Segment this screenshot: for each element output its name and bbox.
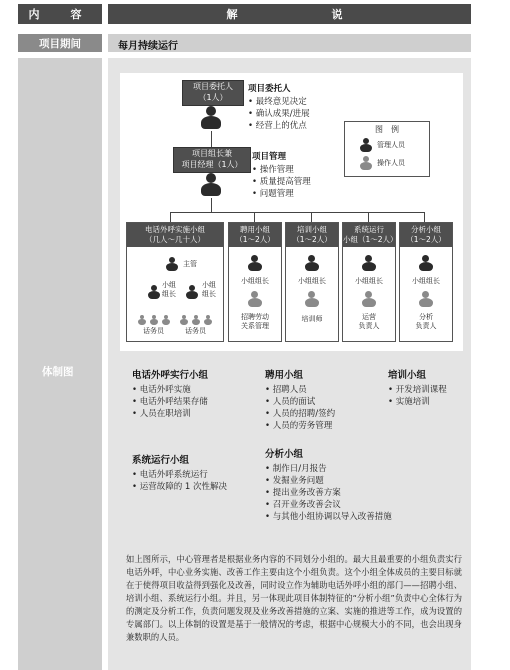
connector-line [170, 212, 171, 222]
team-lead-icon [185, 285, 199, 299]
label-structure-cell [18, 58, 102, 670]
team-lead-label: 小组组长 [355, 277, 383, 285]
client-duty-item: • 经营上的优点 [248, 120, 310, 132]
role-label: 培训师 [301, 315, 323, 323]
duty-item: • 电话外呼实施 [132, 384, 208, 396]
duty-item: • 开发培训课程 [388, 384, 447, 396]
legend-operator-label: 操作人员 [377, 159, 405, 167]
role-label: 负责人 [358, 322, 380, 330]
management-item: • 操作管理 [252, 164, 311, 176]
duties-recruiting [265, 367, 335, 432]
period-value: 每月持续运行 [118, 41, 178, 52]
team-lead-label: 小组组长 [202, 281, 216, 298]
agents-group-right [179, 315, 215, 325]
duty-item: • 电话外呼系统运行 [132, 469, 227, 481]
team-lead-label: 小组组长 [298, 277, 326, 285]
leader-title: 项目组长兼 [192, 149, 232, 158]
duties-title: 分析小组 [265, 449, 304, 460]
agents-group-left [137, 315, 173, 325]
client-duties-title: 项目委托人 [248, 84, 291, 94]
duty-item: • 人员的面试 [265, 396, 335, 408]
duties-analysis [265, 446, 392, 523]
duty-item: • 人员的劳务管理 [265, 420, 335, 432]
duties-title: 聘用小组 [265, 370, 304, 381]
legend-title: 图 例 [375, 125, 399, 134]
connector-line [368, 212, 369, 222]
header-content: 内 容 [18, 4, 102, 24]
duty-item: • 招聘人员 [265, 384, 335, 396]
duties-training [388, 367, 447, 408]
period-value-cell [108, 34, 471, 52]
client-duty-item: • 确认成果/进展 [248, 108, 310, 120]
duty-item: • 电话外呼结果存储 [132, 396, 208, 408]
role-label: 运营 [362, 313, 376, 321]
leader-manager-icon [200, 173, 222, 197]
client-box [182, 80, 244, 106]
management-item: • 问题管理 [252, 188, 311, 200]
duties-system-ops [132, 452, 227, 493]
team-lead-label: 小组组长 [241, 277, 269, 285]
group-title: 系统运行 [354, 225, 384, 234]
team-lead-label: 小组组长 [412, 277, 440, 285]
role-label: 关系管理 [241, 322, 269, 330]
client-duty-item: • 最终意见决定 [248, 96, 310, 108]
duties-title: 电话外呼实行小组 [132, 370, 209, 381]
header-explanation: 解 说 [108, 4, 471, 24]
group-count: （1～2人） [235, 235, 275, 244]
team-lead-icon [304, 255, 320, 271]
agents-label: 话务员 [185, 327, 206, 335]
duty-item: • 人员在职培训 [132, 408, 208, 420]
group-count: （1～2人） [406, 235, 446, 244]
team-lead-label: 小组组长 [162, 281, 176, 298]
management-duties [252, 150, 311, 200]
group-title: 培训小组 [297, 225, 327, 234]
duty-item: • 运营故障的 1 次性解决 [132, 481, 227, 493]
connector-line [211, 131, 212, 147]
group-recruiting [228, 222, 282, 342]
team-lead-icon [361, 255, 377, 271]
supervisor-icon [165, 257, 179, 271]
team-lead-icon [418, 255, 434, 271]
group-system-ops [342, 222, 396, 342]
agents-label: 话务员 [143, 327, 164, 335]
duties-title: 系统运行小组 [132, 455, 190, 466]
manager-legend-icon [359, 138, 373, 152]
staff-icon [418, 291, 434, 307]
label-structure: 体制图 [42, 366, 74, 378]
staff-icon [247, 291, 263, 307]
duty-item: • 制作日/月报告 [265, 463, 392, 475]
group-title: 分析小组 [411, 225, 441, 234]
connector-line [170, 212, 424, 213]
legend [344, 121, 430, 177]
management-title: 项目管理 [252, 152, 287, 162]
client-manager-icon [200, 106, 222, 130]
group-count: 小组（1～2人） [343, 235, 398, 244]
client-duties [248, 82, 310, 132]
role-label: 招聘劳动 [241, 313, 269, 321]
role-label: 负责人 [415, 322, 437, 330]
staff-icon [304, 291, 320, 307]
staff-icon [361, 291, 377, 307]
group-count: （1～2人） [292, 235, 332, 244]
duty-item: • 提出业务改善方案 [265, 487, 392, 499]
duty-item: • 人员的招聘/签约 [265, 408, 335, 420]
group-count: （几人～几十人） [145, 235, 205, 244]
client-count: （1人） [198, 93, 228, 102]
management-item: • 质量提高管理 [252, 176, 311, 188]
team-lead-icon [247, 255, 263, 271]
operator-legend-icon [359, 156, 373, 170]
duty-item: • 与其他小组协调以导入改善措施 [265, 511, 392, 523]
duties-call [132, 367, 208, 420]
client-title: 项目委托人 [193, 82, 233, 91]
connector-line [311, 212, 312, 222]
leader-box [173, 147, 251, 173]
duty-item: • 召开业务改善会议 [265, 499, 392, 511]
connector-line [424, 212, 425, 222]
group-title: 电话外呼实施小组 [145, 225, 205, 234]
group-training [285, 222, 339, 342]
group-analysis [399, 222, 453, 342]
label-project-period: 项目期间 [18, 34, 102, 52]
role-label: 分析 [419, 313, 433, 321]
explanation-paragraph: 如上图所示，中心管理者是根据业务内容的不同划分小组的。最大且最重要的小组负责实行电话外呼，中心业务实施、改善工作主要由这个小组负责。这个小组全体成员的主要目标就在于使得项目收益得到强化及改善，同时设立作为辅助电话外呼小组的部门——招聘小组、培训小组、系统运行小组。并且，另一体现此项目体制特征的“分析小组”负责中心全体行为的测定及分析工作，负责问题发现及业务改善措施的立案、实施的推进等工作，成为设置的专属部门。以上体制的设置是基于一般情况的考虑，根据中心规模大小的不同，也会出现身兼数职的人员。 [126, 554, 462, 642]
duty-item: • 发掘业务问题 [265, 475, 392, 487]
group-call-outbound [126, 222, 224, 342]
supervisor-label: 主管 [183, 260, 197, 268]
connector-line [254, 212, 255, 222]
legend-manager-label: 管理人员 [377, 141, 405, 149]
group-title: 聘用小组 [240, 225, 270, 234]
leader-title2: 项目经理（1人） [181, 160, 243, 169]
connector-line [211, 198, 212, 212]
team-lead-icon [147, 285, 161, 299]
duty-item: • 实施培训 [388, 396, 447, 408]
duties-title: 培训小组 [388, 370, 427, 381]
